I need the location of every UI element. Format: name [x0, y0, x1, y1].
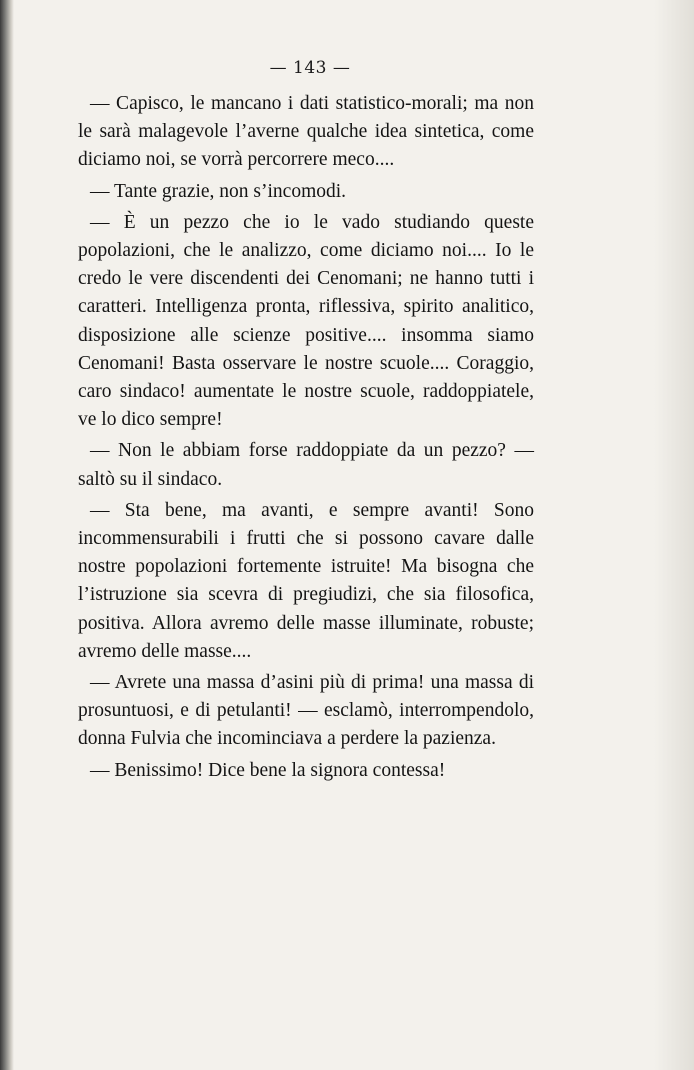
paragraph: — Capisco, le mancano i dati statistico-morali; ma non le sarà malagevole l’averne qualche idea sintetica, come diciamo noi, se vorrà percorrere meco.... — [78, 93, 534, 171]
paragraph: — È un pezzo che io le vado studiando queste popolazioni, che le analizzo, come diciamo noi.... Io le credo le vere discendenti dei Cenomani; ne hanno tutti i caratteri. Intelligenza pronta, riflessiva, spirito analitico, disposizione alle scienze positive.... insomma siamo Cenomani! Basta osservare le nostre scuole.... Coraggio, caro sindaco! aumentate le nostre scuole, raddoppiatele, ve lo dico sempre! — [78, 211, 534, 431]
paragraph: — Non le abbiam forse raddoppiate da un pezzo? — saltò su il sindaco. — [78, 440, 534, 490]
page-edge-shadow — [654, 0, 694, 1070]
paragraph: — Benissimo! Dice bene la signora contessa! — [90, 759, 446, 781]
paragraph: — Sta bene, ma avanti, e sempre avanti! Sono incommensurabili i frutti che si possono cavare dalle nostre popolazioni fortemente istruite! Ma bisogna che l’istruzione sia scevra di pregiudizi, che sia filosofica, positiva. Allora avremo delle masse illuminate, robuste; avremo delle masse.... — [78, 499, 534, 662]
paragraph: — Tante grazie, non s’incomodi. — [90, 180, 347, 202]
page-number: — 143 — — [269, 58, 351, 78]
page-binding-edge — [0, 0, 14, 1070]
paragraph: — Avrete una massa d’asini più di prima! una massa di prosuntuosi, e di petulanti! — esclamò, interrompendolo, donna Fulvia che incominciava a perdere la pazienza. — [78, 672, 534, 750]
body-text — [78, 90, 534, 788]
